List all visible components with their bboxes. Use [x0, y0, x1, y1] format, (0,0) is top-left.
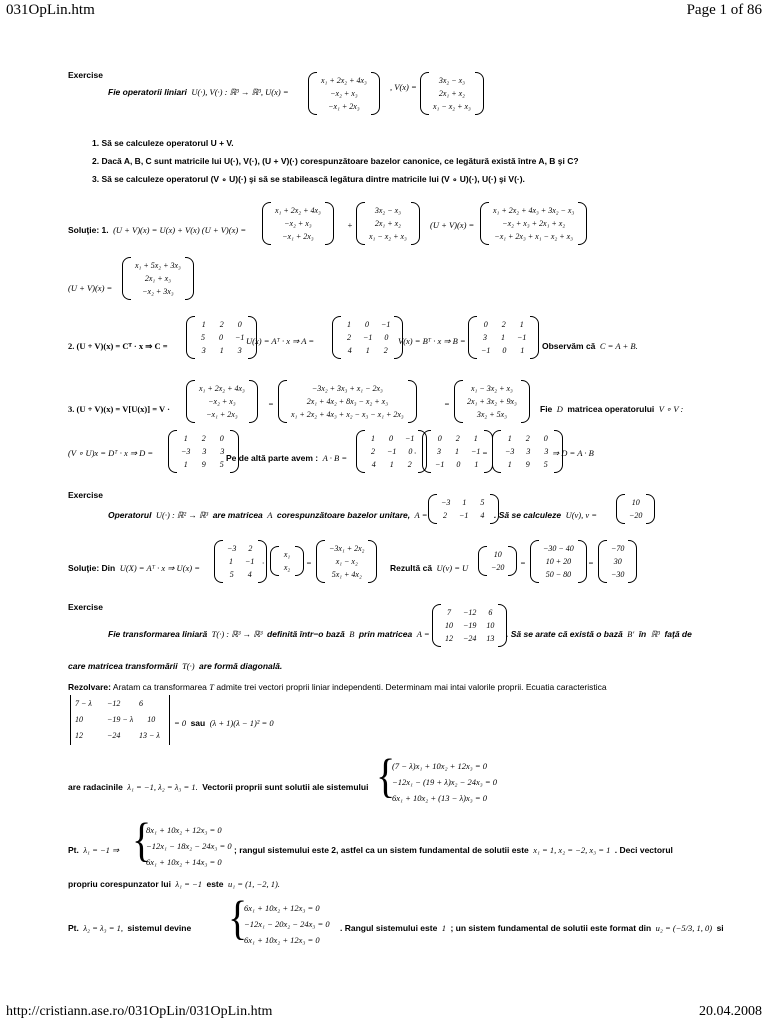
matrix-cell: −3	[441, 498, 451, 507]
system-equation: 6x₁ + 10x₂ + 12x₃ = 0	[244, 903, 320, 913]
matrix-cell: 5	[229, 570, 234, 579]
matrix-cell: 2x₁ + 3x₂ + 9x₃	[467, 397, 517, 406]
system-equation: (7 − λ)x₁ + 10x₂ + 12x₃ = 0	[392, 761, 487, 771]
ex2-matrix-a	[428, 494, 499, 524]
sol2-v-label: V(x) = Bᵀ · x ⇒ B =	[398, 336, 466, 346]
matrix-cell: 2	[219, 320, 224, 329]
matrix-cell: 1	[474, 460, 479, 469]
matrix-cell: −1	[459, 511, 469, 520]
system-equation: −12x₁ − (19 + λ)x₂ − 24x₃ = 0	[392, 777, 497, 787]
matrix-cell: 50 − 80	[545, 570, 572, 579]
sol3-other-side: Pe de altă parte avem : A · B =	[226, 453, 348, 463]
matrix-cell: 0	[219, 333, 223, 342]
matrix-cell: 3	[220, 447, 225, 456]
dot-sign: ·	[414, 448, 417, 458]
matrix-cell: 30	[613, 557, 622, 566]
matrix-cell: 3	[544, 447, 549, 456]
matrix-cell: −12	[463, 608, 477, 617]
solution-1-line: Soluţie: 1. (U + V)(x) = U(x) + V(x) (U + V)(x) =	[68, 225, 247, 235]
sol1-result-matrix	[122, 257, 194, 300]
sol2-observation: Observăm că C = A + B.	[542, 341, 638, 351]
matrix-cell: 4	[347, 346, 352, 355]
matrix-cell: −30 − 40	[543, 544, 574, 553]
determinant-cell: 6	[139, 699, 143, 708]
matrix-v	[420, 72, 484, 115]
matrix-cell: 0	[408, 447, 413, 456]
matrix-cell: 1	[473, 434, 478, 443]
matrix-cell: −1	[363, 333, 373, 342]
matrix-cell: 1	[201, 320, 206, 329]
determinant-cell: −24	[107, 731, 121, 740]
matrix-cell: 2x₁ + x₂	[374, 219, 401, 228]
ex2-result-matrix	[316, 540, 377, 583]
matrix-cell: −x₂ + x₃	[330, 89, 358, 98]
matrix-cell: −20	[629, 511, 643, 520]
matrix-cell: −1	[481, 346, 491, 355]
eigen-system-1	[146, 822, 232, 870]
matrix-cell: −x₁ + 2x₃	[282, 232, 314, 241]
determinant-cell: 10	[75, 715, 83, 724]
page-footer-date: 20.04.2008	[699, 1004, 762, 1019]
matrix-cell: 2	[347, 333, 351, 342]
sol3-d-label: (V ∘ U)x = Dᵀ · x ⇒ D =	[68, 448, 154, 458]
matrix-cell: x₁ + 2x₂ + 4x₃	[321, 76, 367, 85]
determinant-cell: 10	[147, 715, 156, 724]
matrix-cell: 5	[219, 460, 224, 469]
roots-line: are radacinile λ₁ = −1, λ₂ = λ₃ = 1. Vectorii proprii sunt solutii ale sistemului	[68, 782, 369, 792]
matrix-cell: 0	[502, 346, 507, 355]
matrix-cell: 13	[486, 634, 495, 643]
ex3-statement-cont: . Să se arate că există o bază B′ în ℝ³ faţă de	[506, 629, 692, 639]
eq-sign-3: =	[482, 448, 488, 458]
ex2-solution-line: Soluţie: Din U(X) = Aᵀ · x ⇒ U(x) =	[68, 563, 200, 573]
matrix-cell: −3	[227, 544, 237, 553]
task-item-1: 1. Să se calculeze operatorul U + V.	[92, 138, 234, 148]
matrix-cell: 1	[347, 320, 351, 329]
matrix-cell: −30	[611, 570, 625, 579]
matrix-cell: −24	[463, 634, 477, 643]
matrix-cell: 10	[493, 550, 502, 559]
matrix-cell: 1	[183, 460, 188, 469]
eq-sign-2: =	[444, 399, 450, 409]
matrix-cell: 1	[507, 460, 512, 469]
matrix-cell: 2	[443, 511, 447, 520]
matrix-cell: 0	[365, 320, 369, 329]
matrix-cell: x₁ + 2x₂ + 4x₃	[275, 206, 321, 215]
matrix-cell: 1	[501, 333, 505, 342]
determinant-cell: 13 − λ	[139, 731, 160, 740]
ex2-eq-2: =	[520, 558, 526, 568]
matrix-cell: 3	[437, 447, 441, 456]
ex2-vector-v-2	[478, 546, 517, 576]
matrix-cell: −3	[505, 447, 515, 456]
matrix-cell: 10	[486, 621, 495, 630]
matrix-cell: 6	[488, 608, 493, 617]
matrix-cell: −3	[181, 447, 191, 456]
matrix-cell: 1	[219, 346, 224, 355]
determinant-cell: 7 − λ	[75, 699, 92, 708]
matrix-cell: 1	[183, 434, 188, 443]
matrix-cell: 10 + 20	[545, 557, 572, 566]
matrix-cell: −70	[611, 544, 625, 553]
matrix-cell: 1	[229, 557, 233, 566]
matrix-b	[468, 316, 539, 359]
matrix-cell: −x₁ + 2x₃	[328, 102, 360, 111]
matrix-cell: −3x₁ + 2x₂	[329, 544, 365, 553]
matrix-cell: 2	[371, 447, 375, 456]
ex2-final-matrix	[598, 540, 637, 583]
system-equation: 6x₁ + 10x₂ + 14x₃ = 0	[146, 857, 222, 867]
matrix-cell: x₁ − x₂	[335, 557, 358, 566]
eq-sign-1: =	[268, 399, 274, 409]
ex2-eq-3: =	[588, 558, 594, 568]
page-header-title: 031OpLin.htm	[6, 2, 95, 18]
exercise-3-statement: Fie transformarea liniară T(·) : ℝ³ → ℝ³ definită într−o bază B prin matricea A =	[108, 629, 430, 639]
matrix-cell: −1	[435, 460, 445, 469]
matrix-cell: −1	[517, 333, 527, 342]
solution-3-line: 3. (U + V)(x) = V[U(x)] = V ·	[68, 404, 170, 414]
ex3-resolution-line: Rezolvare: Aratam ca transformarea T admite trei vectori proprii liniar independenti. Determinam mai intai valorile proprii. Ecuatia caracteristica	[68, 682, 607, 692]
matrix-cell: 2x₁ + x₃	[144, 274, 171, 283]
matrix-u	[308, 72, 380, 115]
matrix-cell: x₁ − x₂ + x₃	[369, 232, 407, 241]
page-header-pagenum: Page 1 of 86	[686, 2, 762, 18]
matrix-cell: 2	[383, 346, 388, 355]
ex2-vector-v	[616, 494, 655, 524]
sol3-result-matrix	[454, 380, 530, 423]
matrix-cell: x₂	[283, 563, 291, 572]
ex2-calc-statement: . Să se calculeze U(v), v =	[494, 510, 598, 520]
eigen-system-2	[244, 900, 330, 948]
statement-v-label: , V(x) =	[390, 82, 417, 92]
exercise-3-heading: Exercise	[68, 602, 103, 612]
matrix-cell: 0	[237, 320, 242, 329]
matrix-a	[332, 316, 403, 359]
system-equation: −12x₁ − 18x₂ − 24x₃ = 0	[146, 841, 232, 851]
matrix-cell: x₁ + 2x₂ + 4x₃ + x₂ − x₃ − x₁ + 2x₃	[291, 410, 404, 419]
matrix-cell: x₁ + 2x₂ + 4x₃ + 3x₂ − x₃	[493, 206, 575, 215]
ex2-dot: ·	[262, 558, 265, 568]
task-item-3: 3. Să se calculeze operatorul (V ∘ U)(·) şi să se stabilească legătura dintre matricile lui (V ∘ U)(·), U(·) şi V(·).	[92, 174, 525, 184]
matrix-cell: 0	[437, 434, 442, 443]
matrix-cell: 3	[483, 333, 487, 342]
sol2-u-label: U(x) = Aᵀ · x ⇒ A =	[246, 336, 315, 346]
matrix-cell: 3x₂ + 5x₃	[476, 410, 507, 419]
matrix-cell: −1	[387, 447, 397, 456]
matrix-cell: x₁ + 5x₂ + 3x₃	[135, 261, 181, 270]
exercise-2-heading: Exercise	[68, 490, 103, 500]
sol1-matrix-v	[356, 202, 420, 245]
system-equation: −12x₁ − 20x₂ − 24x₃ = 0	[244, 919, 330, 929]
sol3-matrix-a	[356, 430, 427, 473]
matrix-cell: −x₂ + x₃ + 2x₁ + x₂	[502, 219, 566, 228]
sol1-sum-matrix	[480, 202, 587, 245]
sol3-matrix-u	[186, 380, 258, 423]
system2-brace: {	[228, 890, 248, 945]
ex2-matrix-at	[214, 540, 267, 583]
matrix-cell: −1	[235, 333, 245, 342]
matrix-cell: 2	[525, 434, 530, 443]
characteristic-determinant	[70, 695, 170, 745]
matrix-cell: −20	[491, 563, 505, 572]
eigen-system	[392, 758, 497, 806]
system-equation: 6x₁ + 10x₂ + 12x₃ = 0	[244, 935, 320, 945]
matrix-cell: 12	[445, 634, 453, 643]
matrix-cell: 0	[543, 434, 548, 443]
matrix-cell: 0	[456, 460, 461, 469]
matrix-cell: 10	[445, 621, 453, 630]
pt1-line: Pt. λ₁ = −1 ⇒	[68, 845, 120, 855]
matrix-cell: 0	[219, 434, 224, 443]
matrix-cell: 9	[525, 460, 530, 469]
system-equation: 6x₁ + 10x₂ + (13 − λ)x₃ = 0	[392, 793, 487, 803]
matrix-cell: −19	[463, 621, 477, 630]
ex3-statement-line2: care matricea transformării T(·) are formă diagonală.	[68, 661, 283, 671]
matrix-cell: 5	[480, 498, 485, 507]
matrix-cell: 5	[201, 333, 205, 342]
matrix-cell: 7	[447, 608, 451, 617]
matrix-cell: 2	[501, 320, 506, 329]
matrix-cell: 1	[507, 434, 512, 443]
sol3-conclusion: ⇒ D = A · B	[552, 448, 594, 458]
matrix-cell: 3	[237, 346, 242, 355]
sol3-expanded-matrix	[278, 380, 417, 423]
pt2-line: Pt. λ₂ = λ₃ = 1, sistemul devine	[68, 923, 192, 933]
matrix-cell: x₁ − 3x₂ + x₃	[471, 384, 513, 393]
matrix-cell: 1	[520, 346, 525, 355]
determinant-cell: 12	[75, 731, 83, 740]
matrix-cell: 2	[407, 460, 412, 469]
solution-2-line: 2. (U + V)(x) = Cᵀ · x ⇒ C =	[68, 341, 168, 351]
matrix-cell: 1	[462, 498, 467, 507]
system-brace: {	[376, 748, 396, 803]
exercise-2-statement: Operatorul U(·) : ℝ² → ℝ³ are matricea A corespunzătoare bazelor unitare, A =	[108, 510, 428, 520]
matrix-cell: 5	[543, 460, 548, 469]
matrix-cell: x₁	[283, 550, 291, 559]
ex2-calc-matrix	[530, 540, 587, 583]
system1-brace: {	[132, 812, 152, 867]
matrix-cell: 2	[248, 544, 253, 553]
matrix-cell: 1	[389, 460, 394, 469]
matrix-cell: 9	[201, 460, 206, 469]
matrix-cell: 4	[247, 570, 252, 579]
exercise-1-statement: Fie operatorii liniari U(·), V(·) : ℝ³ → ℝ³, U(x) =	[108, 87, 289, 97]
matrix-cell: 2	[201, 434, 206, 443]
matrix-cell: −1	[245, 557, 255, 566]
matrix-cell: 5x₁ + 4x₂	[331, 570, 362, 579]
matrix-cell: 1	[365, 346, 370, 355]
matrix-cell: 10	[631, 498, 640, 507]
matrix-cell: x₁ + 2x₂ + 4x₃	[199, 384, 245, 393]
matrix-cell: −1	[405, 434, 415, 443]
matrix-cell: −3x₂ + 3x₃ + x₁ − 2x₃	[311, 384, 383, 393]
pt2-rank-text: . Rangul sistemului este 1 ; un sistem fundamental de solutii este format din u₂ = (−5/3, 1, 0) si	[340, 923, 724, 933]
pt1-vector-line: propriu corespunzator lui λ₁ = −1 este u₁ = (1, −2, 1).	[68, 879, 280, 889]
determinant-cell: −19 − λ	[107, 715, 134, 724]
matrix-cell: 0	[483, 320, 488, 329]
matrix-cell: 4	[480, 511, 485, 520]
matrix-cell: −1	[471, 447, 481, 456]
matrix-cell: −1	[381, 320, 391, 329]
sol1-matrix-u	[262, 202, 334, 245]
matrix-cell: 4	[371, 460, 376, 469]
matrix-cell: 2x₁ + 4x₂ + 8x₃ − x₂ + x₃	[306, 397, 388, 406]
matrix-cell: 0	[384, 333, 389, 342]
sol1-result-label: (U + V)(x) =	[68, 283, 113, 293]
matrix-cell: 3	[202, 447, 207, 456]
matrix-cell: 2x₁ + x₂	[438, 89, 465, 98]
ex3-matrix-a	[432, 604, 507, 647]
sol1-uv-label: (U + V)(x) =	[430, 220, 475, 230]
matrix-cell: −x₂ + x₃	[284, 219, 312, 228]
matrix-cell: 3x₂ − x₃	[374, 206, 401, 215]
determinant-cell: −12	[107, 699, 121, 708]
matrix-cell: 0	[389, 434, 393, 443]
matrix-cell: 3x₂ − x₃	[438, 76, 465, 85]
matrix-cell: x₁ − x₂ + x₃	[433, 102, 471, 111]
task-item-2: 2. Dacă A, B, C sunt matricile lui U(·), V(·), (U + V)(·) corespunzătoare bazelor canonice, ce legătură există între A, B şi C?	[92, 156, 579, 166]
matrix-cell: 2	[455, 434, 460, 443]
matrix-cell: −x₂ + 3x₃	[142, 287, 174, 296]
matrix-cell: 3	[526, 447, 531, 456]
ex2-vector-x	[270, 546, 304, 576]
matrix-cell: 3	[201, 346, 206, 355]
matrix-cell: −x₁ + 2x₃	[206, 410, 238, 419]
matrix-cell: 1	[519, 320, 524, 329]
exercise-1-heading: Exercise	[68, 70, 103, 80]
plus-sign: +	[347, 220, 353, 230]
pt1-rank-text: ; rangul sistemului este 2, astfel ca un sistem fundamental de solutii este x₁ = 1, x₂ = −2, x₃ = 1 . Deci vectorul	[234, 845, 673, 855]
ex2-eq-1: =	[306, 558, 312, 568]
system-equation: 8x₁ + 10x₂ + 12x₃ = 0	[146, 825, 222, 835]
matrix-cell: −x₂ + x₃	[208, 397, 236, 406]
sol3-let-d: Fie D matricea operatorului V ∘ V :	[540, 404, 684, 414]
page-footer-url[interactable]: http://cristiann.ase.ro/031OpLin/031OpLin.htm	[6, 1004, 273, 1019]
matrix-cell: −x₁ + 2x₃ + x₁ − x₂ + x₃	[494, 232, 573, 241]
matrix-cell: 1	[455, 447, 459, 456]
char-equation: = 0 sau (λ + 1)(λ − 1)² = 0	[174, 718, 274, 728]
ex2-therefore: Rezultă că U(v) = U	[390, 563, 469, 573]
matrix-cell: 1	[371, 434, 375, 443]
